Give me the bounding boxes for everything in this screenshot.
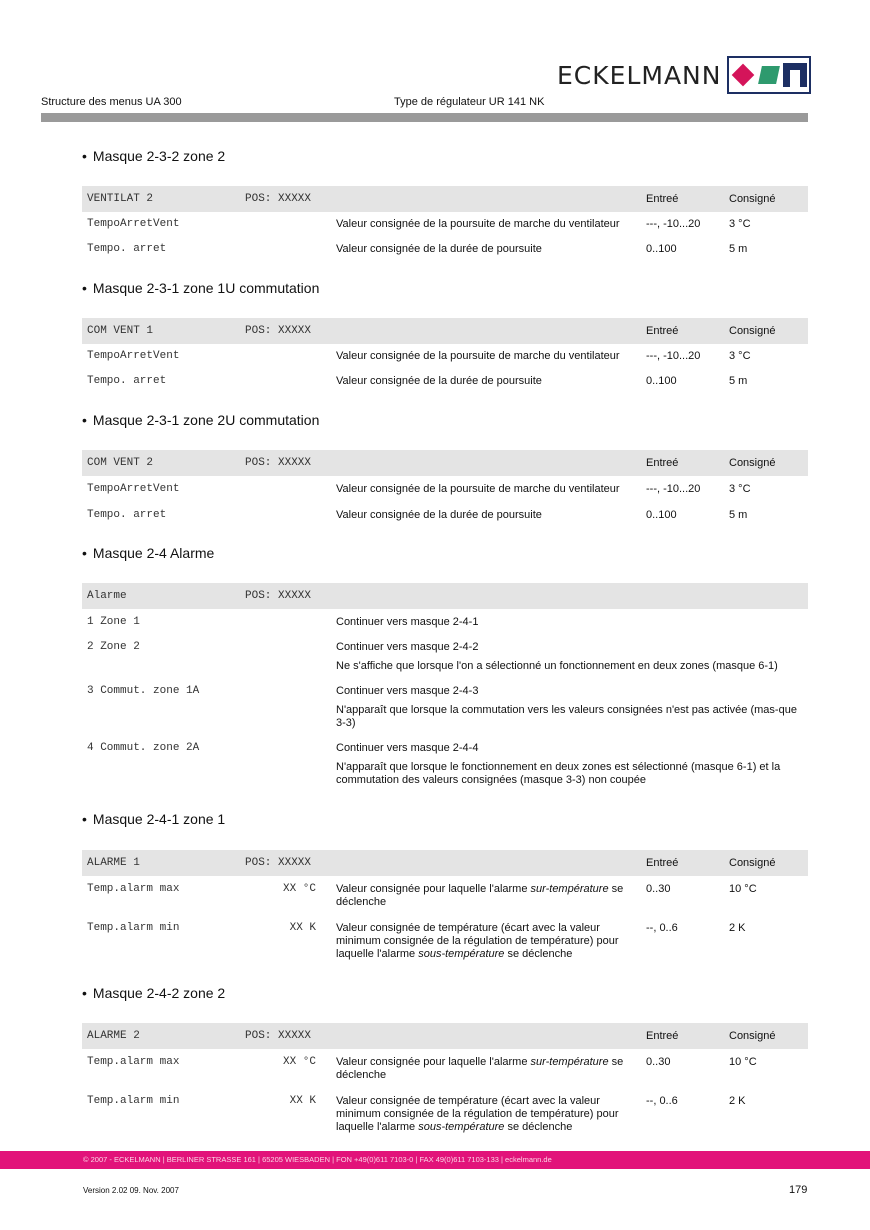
header-name: COM VENT 1 xyxy=(87,325,154,337)
row-entree: 0..30 xyxy=(646,883,671,895)
eckelmann-logo xyxy=(557,56,811,94)
header-left: Structure des menus UA 300 xyxy=(41,96,182,108)
row-entree: ---, -10...20 xyxy=(646,483,701,495)
row-name: Tempo. arret xyxy=(87,509,167,521)
row-desc: Valeur consignée pour laquelle l'alarme sur-température se déclenche xyxy=(336,1056,624,1081)
row-entree: --, 0..6 xyxy=(646,922,678,934)
row-consigne: 5 m xyxy=(729,375,748,387)
header-pos: POS: XXXXX xyxy=(245,857,312,869)
row-name: Tempo. arret xyxy=(87,243,167,255)
row-desc: Valeur consignée pour laquelle l'alarme sur-température se déclenche xyxy=(336,883,624,908)
row-desc: Valeur consignée de la poursuite de marche du ventilateur xyxy=(336,218,620,230)
header-entree: Entreé xyxy=(646,857,679,869)
row-desc: Valeur consignée de la durée de poursuite xyxy=(336,243,542,255)
row-consigne: 5 m xyxy=(729,243,748,255)
row-entree: 0..100 xyxy=(646,375,677,387)
table-header-row xyxy=(82,450,808,476)
footer-address: © 2007 - ECKELMANN | BERLINER STRASSE 161 | 65205 WIESBADEN | FON +49(0)611 7103-0 | FAX 49(0)611 7103-133 | eckelmann.de xyxy=(83,1155,552,1164)
row-desc: Valeur consignée de température (écart avec la valeur minimum consignée de la régulation de température) pour laquelle l'alarme sous-température se déclenche xyxy=(336,1095,619,1133)
row-value: XX °C xyxy=(282,1056,316,1068)
row-consigne: 5 m xyxy=(729,509,748,521)
row-name: TempoArretVent xyxy=(87,218,180,230)
row-consigne: 10 °C xyxy=(729,883,757,895)
table-header-row xyxy=(82,186,808,212)
row-value: XX °C xyxy=(282,883,316,895)
header-consigne: Consigné xyxy=(729,193,776,205)
row-consigne: 3 °C xyxy=(729,350,751,362)
section-title: • Masque 2-3-2 zone 2 xyxy=(82,148,226,164)
header-pos: POS: XXXXX xyxy=(245,590,312,602)
row-consigne: 10 °C xyxy=(729,1056,757,1068)
section-title: • Masque 2-4-2 zone 2 xyxy=(82,985,226,1001)
row-consigne: 2 K xyxy=(729,1095,746,1107)
row-name: 4 Commut. zone 2A xyxy=(87,742,200,754)
row-note: Ne s'affiche que lorsque l'on a sélectionné un fonctionnement en deux zones (masque 6-1) xyxy=(336,660,778,672)
row-note: N'apparaît que lorsque la commutation vers les valeurs consignées n'est pas activée (mas-que 3-3) xyxy=(336,704,797,729)
row-entree: 0..30 xyxy=(646,1056,671,1068)
header-entree: Entreé xyxy=(646,325,679,337)
logo-t-icon xyxy=(783,63,807,87)
logo-parallelogram-icon xyxy=(757,63,781,87)
row-name: TempoArretVent xyxy=(87,483,180,495)
logo-text: ECKELMANN xyxy=(557,60,722,90)
row-note: N'apparaît que lorsque le fonctionnement en deux zones est sélectionné (masque 6-1) et la commutation des valeurs consignées (masque 3-3) non coupée xyxy=(336,761,781,786)
row-desc: Valeur consignée de la poursuite de marche du ventilateur xyxy=(336,350,620,362)
page-number: 179 xyxy=(789,1184,808,1196)
section-title: • Masque 2-4-1 zone 1 xyxy=(82,811,226,827)
row-consigne: 2 K xyxy=(729,922,746,934)
row-desc: Continuer vers masque 2-4-3 xyxy=(336,685,479,697)
section-title: • Masque 2-3-1 zone 2U commutation xyxy=(82,412,320,428)
row-name: 1 Zone 1 xyxy=(87,616,140,628)
header-entree: Entreé xyxy=(646,1030,679,1042)
row-entree: --, 0..6 xyxy=(646,1095,678,1107)
header-name: ALARME 1 xyxy=(87,857,140,869)
section-title: • Masque 2-3-1 zone 1U commutation xyxy=(82,280,320,296)
row-name: 2 Zone 2 xyxy=(87,641,140,653)
table-header-row xyxy=(82,1023,808,1049)
row-name: Temp.alarm max xyxy=(87,883,180,895)
footer-bar xyxy=(0,1151,870,1169)
row-consigne: 3 °C xyxy=(729,483,751,495)
row-entree: 0..100 xyxy=(646,509,677,521)
header-entree: Entreé xyxy=(646,193,679,205)
logo-diamond-icon xyxy=(731,63,755,87)
table-header-row xyxy=(82,850,808,876)
header-pos: POS: XXXXX xyxy=(245,1030,312,1042)
version-info: Version 2.02 09. Nov. 2007 xyxy=(83,1186,179,1195)
header-consigne: Consigné xyxy=(729,857,776,869)
row-value: XX K xyxy=(289,1095,316,1107)
header-name: ALARME 2 xyxy=(87,1030,140,1042)
row-desc: Valeur consignée de température (écart avec la valeur minimum consignée de la régulation de température) pour laquelle l'alarme sous-température se déclenche xyxy=(336,922,619,960)
row-desc: Continuer vers masque 2-4-1 xyxy=(336,616,479,628)
row-name: Temp.alarm max xyxy=(87,1056,180,1068)
header-consigne: Consigné xyxy=(729,457,776,469)
header-name: VENTILAT 2 xyxy=(87,193,154,205)
row-desc: Valeur consignée de la durée de poursuite xyxy=(336,509,542,521)
header-pos: POS: XXXXX xyxy=(245,193,312,205)
row-name: TempoArretVent xyxy=(87,350,180,362)
section-title: • Masque 2-4 Alarme xyxy=(82,545,215,561)
header-bar xyxy=(41,113,808,122)
header-center: Type de régulateur UR 141 NK xyxy=(394,96,545,108)
row-entree: ---, -10...20 xyxy=(646,218,701,230)
header-pos: POS: XXXXX xyxy=(245,457,312,469)
row-desc: Valeur consignée de la poursuite de marche du ventilateur xyxy=(336,483,620,495)
row-desc: Continuer vers masque 2-4-2 xyxy=(336,641,479,653)
table-header-row xyxy=(82,318,808,344)
header-consigne: Consigné xyxy=(729,325,776,337)
row-value: XX K xyxy=(289,922,316,934)
row-consigne: 3 °C xyxy=(729,218,751,230)
table-header-row xyxy=(82,583,808,609)
header-name: Alarme xyxy=(87,590,127,602)
header-consigne: Consigné xyxy=(729,1030,776,1042)
row-entree: 0..100 xyxy=(646,243,677,255)
header-entree: Entreé xyxy=(646,457,679,469)
row-desc: Valeur consignée de la durée de poursuite xyxy=(336,375,542,387)
header-pos: POS: XXXXX xyxy=(245,325,312,337)
header-name: COM VENT 2 xyxy=(87,457,154,469)
logo-marks-icon xyxy=(727,56,811,94)
row-name: Tempo. arret xyxy=(87,375,167,387)
row-entree: ---, -10...20 xyxy=(646,350,701,362)
row-name: Temp.alarm min xyxy=(87,922,180,934)
row-name: 3 Commut. zone 1A xyxy=(87,685,200,697)
row-desc: Continuer vers masque 2-4-4 xyxy=(336,742,479,754)
row-name: Temp.alarm min xyxy=(87,1095,180,1107)
